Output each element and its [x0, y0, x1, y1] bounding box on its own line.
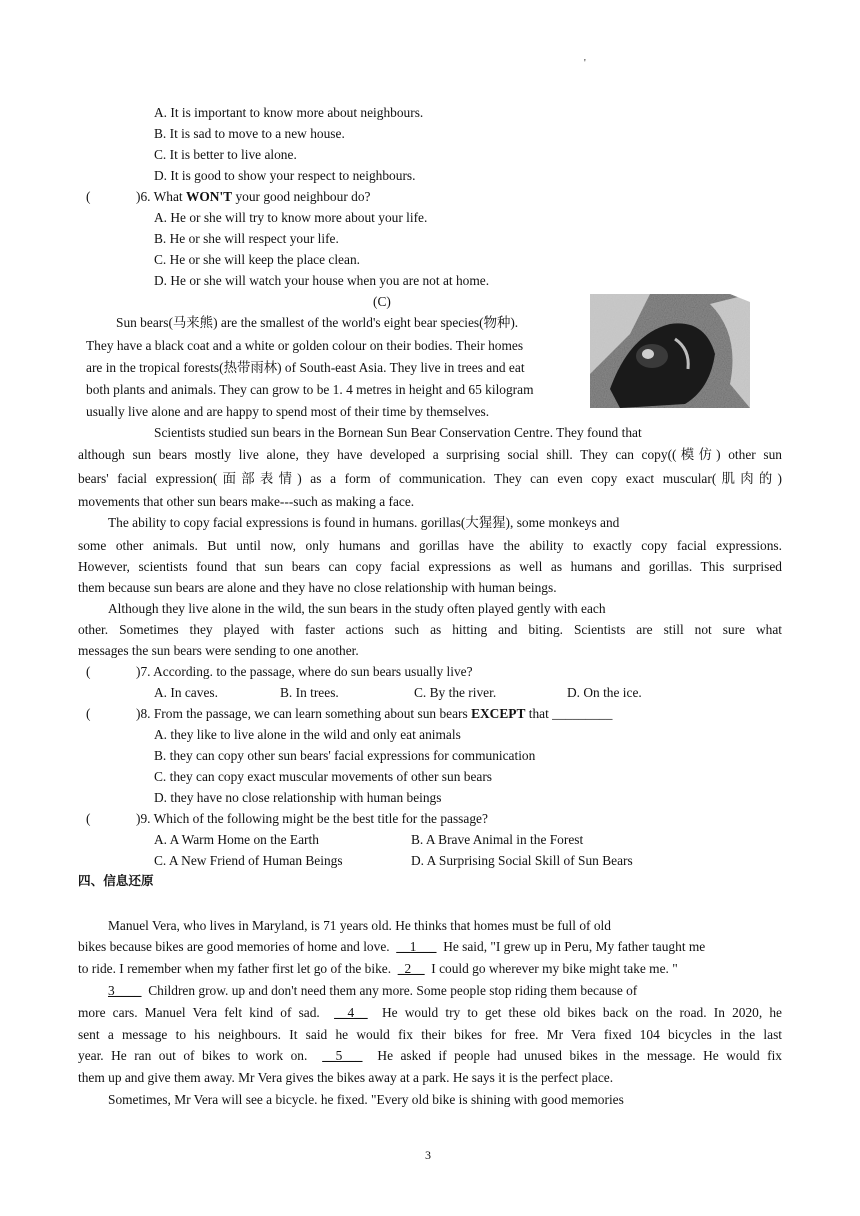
- passage-4-line9: Sometimes, Mr Vera will see a bicycle. he fixed. "Every old bike is shining with good memories: [108, 1092, 624, 1107]
- passage-c-p2-line1: Scientists studied sun bears in the Bornean Sun Bear Conservation Centre. They found that: [154, 425, 642, 440]
- passage-4-line1: Manuel Vera, who lives in Maryland, is 71 years old. He thinks that homes must be full of old: [108, 918, 611, 933]
- blank-3[interactable]: 3____: [108, 983, 142, 998]
- q8-question: )8. From the passage, we can learn something about sun bears EXCEPT that _________: [136, 706, 613, 721]
- passage-c-p1-line2: They have a black coat and a white or golden colour on their bodies. Their homes: [86, 338, 524, 353]
- q8-option-d: D. they have no close relationship with human beings: [154, 790, 442, 805]
- passage-4-line7: year. He ran out of bikes to work on. __5___ He asked if people had unused bikes in the message. He would fix: [78, 1048, 783, 1063]
- q9-option-b: B. A Brave Animal in the Forest: [411, 832, 584, 847]
- q6-option-d: D. He or she will watch your house when you are not at home.: [154, 273, 490, 288]
- passage-c-p1-line4: both plants and animals. They can grow to be 1. 4 metres in height and 65 kilogram: [86, 382, 534, 397]
- q9-question: )9. Which of the following might be the best title for the passage?: [136, 811, 488, 826]
- passage-c-p3-line1: The ability to copy facial expressions is found in humans. gorillas(大猩猩), some monkeys and: [108, 515, 620, 530]
- passage-4-line6: sent a message to his neighbours. It said he would fix their bikes for free. Mr Vera fixed 104 bicycles in the last: [78, 1027, 782, 1042]
- q7-option-c: C. By the river.: [414, 685, 497, 700]
- q8-option-b: B. they can copy other sun bears' facial expressions for communication: [154, 748, 536, 763]
- q7-answer-paren: (: [86, 664, 91, 679]
- q8-answer-paren: (: [86, 706, 91, 721]
- passage-c-p4-line1: Although they live alone in the wild, the sun bears in the study often played gently with each: [108, 601, 606, 616]
- q9-option-c: C. A New Friend of Human Beings: [154, 853, 343, 868]
- passage-c-p2-line3: bears' facial expression(面部表情) as a form of communication. They can even copy exact muscular(肌肉的): [78, 471, 782, 486]
- passage-4-line2: bikes because bikes are good memories of home and love. __1___ He said, "I grew up in Peru, My father taught me: [78, 939, 706, 954]
- q8-option-c: C. they can copy exact muscular movements of other sun bears: [154, 769, 493, 784]
- passage-c-p1-line3: are in the tropical forests(热带雨林) of South-east Asia. They live in trees and eat: [86, 360, 525, 375]
- sun-bear-photo: [590, 294, 750, 408]
- q9-answer-paren: (: [86, 811, 91, 826]
- q7-option-a: A. In caves.: [154, 685, 218, 700]
- q7-question: )7. According. to the passage, where do sun bears usually live?: [136, 664, 473, 679]
- page-number: 3: [425, 1148, 431, 1162]
- blank-1[interactable]: __1___: [396, 939, 437, 954]
- passage-4-line4: 3____ Children grow. up and don't need them any more. Some people stop riding them because of: [108, 983, 638, 998]
- blank-5[interactable]: __5___: [322, 1048, 363, 1063]
- q6-option-b: B. He or she will respect your life.: [154, 231, 339, 246]
- q8-option-a: A. they like to live alone in the wild and only eat animals: [154, 727, 461, 742]
- blank-2[interactable]: _2__: [397, 961, 425, 976]
- q5-option-c: C. It is better to live alone.: [154, 147, 297, 162]
- passage-c-p3-line2: some other animals. But until now, only humans and gorillas have the ability to exactly copy facial expressions.: [78, 538, 782, 553]
- passage-4-line5: more cars. Manuel Vera felt kind of sad. __4__ He would try to get these old bikes back on the road. In 2020, he: [78, 1005, 783, 1020]
- q9-option-d: D. A Surprising Social Skill of Sun Bears: [411, 853, 633, 868]
- section-c-label: (C): [373, 294, 391, 309]
- q9-option-a: A. A Warm Home on the Earth: [154, 832, 319, 847]
- q5-option-a: A. It is important to know more about neighbours.: [154, 105, 424, 120]
- passage-4-line3: to ride. I remember when my father first let go of the bike. _2__ I could go wherever my bike might take me. ": [78, 961, 678, 976]
- q5-option-d: D. It is good to show your respect to neighbours.: [154, 168, 416, 183]
- passage-4-line8: them up and give them away. Mr Vera gives the bikes away at a park. He says it is the perfect place.: [78, 1070, 614, 1085]
- blank-4[interactable]: __4__: [334, 1005, 368, 1020]
- q6-option-a: A. He or she will try to know more about your life.: [154, 210, 428, 225]
- passage-c-p3-line4: them because sun bears are alone and they have no close relationship with human beings.: [78, 580, 557, 595]
- section-4-title: 四、信息还原: [78, 873, 154, 888]
- top-mark: ': [584, 58, 586, 69]
- q7-option-b: B. In trees.: [280, 685, 339, 700]
- q7-option-d: D. On the ice.: [567, 685, 642, 700]
- passage-c-p2-line2: although sun bears mostly live alone, they have developed a surprising social shill. They can copy((模仿) other sun: [78, 447, 782, 462]
- q5-option-b: B. It is sad to move to a new house.: [154, 126, 345, 141]
- passage-c-p2-line4: movements that other sun bears make---such as making a face.: [78, 494, 415, 509]
- q6-option-c: C. He or she will keep the place clean.: [154, 252, 360, 267]
- passage-c-p4-line3: messages the sun bears were sending to one another.: [78, 643, 359, 658]
- passage-c-p3-line3: However, scientists found that sun bears can copy facial expressions as well as humans and gorillas. This surprised: [78, 559, 782, 574]
- q6-answer-paren: (: [86, 189, 91, 204]
- passage-c-p4-line2: other. Sometimes they played with faster actions such as hitting and biting. Scientists are still not sure what: [78, 622, 782, 637]
- q6-question: )6. What WON'T your good neighbour do?: [136, 189, 371, 204]
- passage-c-p1-line5: usually live alone and are happy to spend most of their time by themselves.: [86, 404, 490, 419]
- passage-c-p1-line1: Sun bears(马来熊) are the smallest of the world's eight bear species(物种).: [116, 315, 519, 330]
